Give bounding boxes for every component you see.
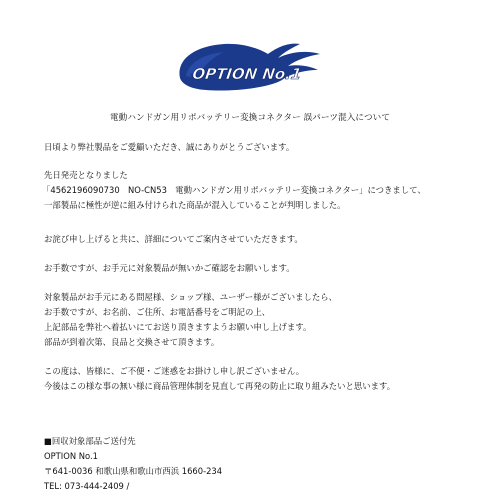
product-line: 「4562196090730 NO-CN53 電動ハンドガン用リポバッテリー変換コネクター」につきまして、 xyxy=(42,185,426,195)
paragraph-line: 一部製品に極性が逆に組み付けられた商品が混入していることが判明しました。 xyxy=(44,200,346,210)
apology-line: お詫び申し上げると共に、詳細についてご案内させていただきます。 xyxy=(44,234,303,244)
document-title: 電動ハンドガン用リポバッテリー変換コネクター 誤パーツ混入について xyxy=(109,113,391,123)
postal-address: 〒641-0036 和歌山県和歌山市西浜 1660-234 xyxy=(44,466,223,476)
request-line: お手数ですが、お手元に対象製品が無いかご確認をお願いします。 xyxy=(44,263,295,273)
paragraph-line: 部品が到着次第、良品と交換させて頂きます。 xyxy=(44,337,220,347)
paragraph-line: 先日発売となりました xyxy=(44,170,128,180)
option-no1-logo xyxy=(172,38,328,96)
company-name: OPTION No.1 xyxy=(44,451,98,461)
paragraph-line: 対象製品がお手元にある問屋様、ショップ様、ユーザー様がございましたら、 xyxy=(44,292,337,302)
return-address-heading: ■回収対象部品ご送付先 xyxy=(44,436,136,446)
paragraph-line: お手数ですが、お名前、ご住所、お電話番号をご明記の上、 xyxy=(44,307,271,317)
closing-line: 今後はこの様な事の無い様に商品管理体制を見直して再発の防止に取り組みたいと思います。 xyxy=(44,381,396,391)
paragraph-line: 上記部品を弊社へ着払いにてお送り頂きますようお願い申し上げます。 xyxy=(44,322,312,332)
greeting-line: 日頃より弊社製品をご愛顧いただき、誠にありがとうございます。 xyxy=(44,142,295,152)
logo-text: OPTION No.1 xyxy=(191,65,303,83)
telephone: TEL: 073-444-2409 / xyxy=(44,481,130,491)
closing-line: この度は、皆様に、ご不便・ご迷惑をお掛けし申し訳ございません。 xyxy=(44,366,305,376)
